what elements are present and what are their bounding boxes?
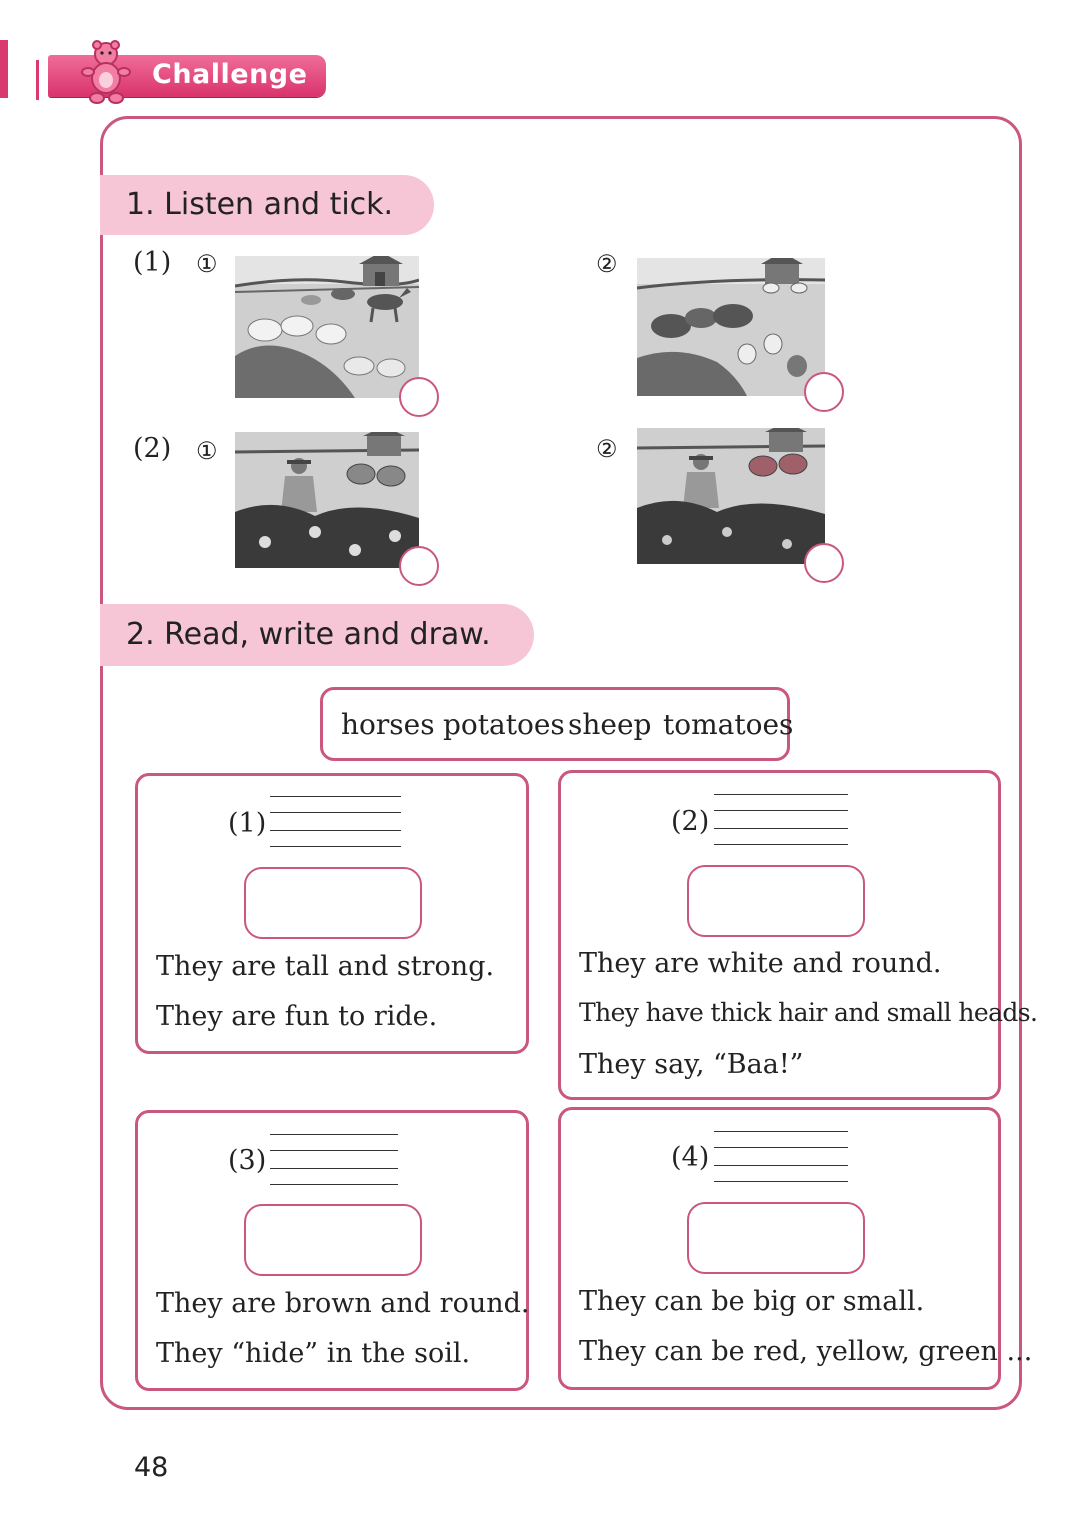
card-2-writing-line[interactable]: [714, 828, 848, 829]
card-3-writing-line[interactable]: [270, 1134, 398, 1135]
farm-sheep-chickens-picture: [637, 258, 825, 396]
card-3-writing-line[interactable]: [270, 1184, 398, 1185]
card-4-writing-line[interactable]: [714, 1147, 848, 1148]
card-1-writing-line[interactable]: [270, 812, 401, 813]
card-2-writing-line[interactable]: [714, 810, 848, 811]
card-4-sentence: They can be big or small.: [579, 1286, 925, 1317]
section2-title: 2. Read, write and draw.: [126, 617, 491, 652]
card-2-sentence: They have thick hair and small heads.: [579, 998, 1038, 1027]
card-4-writing-line[interactable]: [714, 1131, 848, 1132]
challenge-title: Challenge: [152, 59, 308, 90]
card-2-writing-line[interactable]: [714, 794, 848, 795]
tick-circle-1-2[interactable]: [804, 372, 844, 412]
question-2-option-1-label: ①: [196, 437, 218, 465]
card-1-draw-box[interactable]: [244, 867, 422, 939]
card-3-writing-line[interactable]: [270, 1150, 398, 1151]
card-1-writing-line[interactable]: [270, 846, 401, 847]
card-1-number: (1): [228, 808, 267, 839]
question-2-number: (2): [133, 433, 172, 464]
card-3-number: (3): [228, 1145, 267, 1176]
card-4-sentence: They can be red, yellow, green ...: [579, 1336, 1033, 1367]
card-4-draw-box[interactable]: [687, 1202, 865, 1274]
farm-horses-sheep-pigs-picture: [235, 256, 419, 398]
card-4-writing-line[interactable]: [714, 1181, 848, 1182]
tick-circle-2-2[interactable]: [804, 543, 844, 583]
farmer-potatoes-picture: [235, 432, 419, 568]
header-divider: [36, 60, 39, 100]
question-2-option-2-label: ②: [596, 435, 618, 463]
card-1-writing-line[interactable]: [270, 830, 401, 831]
word-bank-item: tomatoes: [663, 708, 794, 741]
card-1-sentence: They are tall and strong.: [156, 951, 495, 982]
card-2-sentence: They say, “Baa!”: [579, 1049, 804, 1080]
card-1-writing-line[interactable]: [270, 796, 401, 797]
question-1-option-2-label: ②: [596, 250, 618, 278]
card-3-sentence: They are brown and round.: [156, 1288, 530, 1319]
card-4-number: (4): [671, 1142, 710, 1173]
word-bank-item: sheep: [568, 708, 652, 741]
card-2-draw-box[interactable]: [687, 865, 865, 937]
card-2-number: (2): [671, 806, 710, 837]
card-3-sentence: They “hide” in the soil.: [156, 1338, 471, 1369]
page-edge-marker: [0, 40, 8, 98]
question-1-number: (1): [133, 247, 172, 278]
card-2-sentence: They are white and round.: [579, 948, 942, 979]
question-1-option-1-label: ①: [196, 250, 218, 278]
card-3-writing-line[interactable]: [270, 1168, 398, 1169]
card-1-sentence: They are fun to ride.: [156, 1001, 438, 1032]
card-4-writing-line[interactable]: [714, 1165, 848, 1166]
bear-mascot-icon: [76, 40, 136, 108]
word-bank-item: horses: [341, 708, 435, 741]
page-number: 48: [134, 1452, 169, 1483]
card-3-draw-box[interactable]: [244, 1204, 422, 1276]
tick-circle-1-1[interactable]: [399, 377, 439, 417]
section1-title: 1. Listen and tick.: [126, 187, 394, 222]
farmer-tomatoes-picture: [637, 428, 825, 564]
tick-circle-2-1[interactable]: [399, 546, 439, 586]
word-bank-item: potatoes: [443, 708, 565, 741]
card-2-writing-line[interactable]: [714, 844, 848, 845]
